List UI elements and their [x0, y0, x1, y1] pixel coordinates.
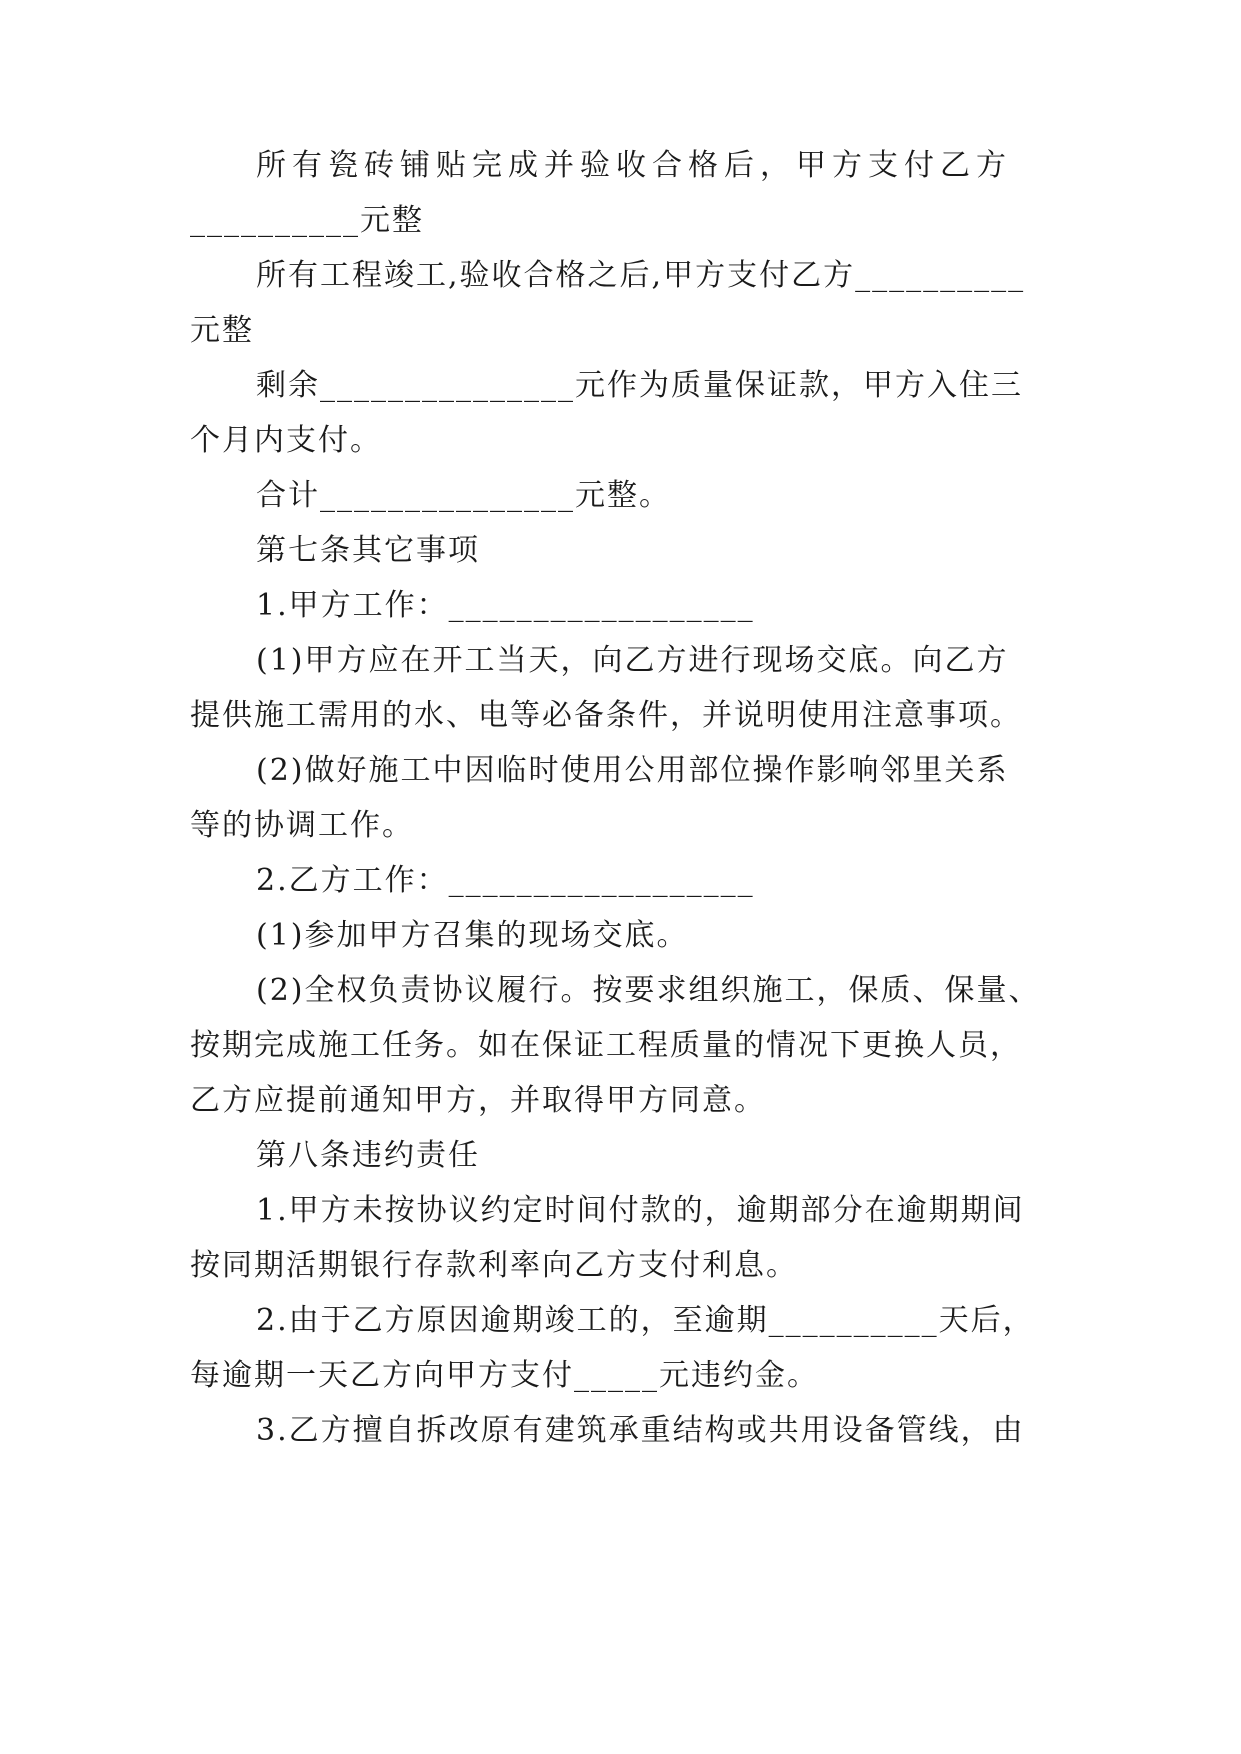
- paragraph-line: 2.由于乙方原因逾期竣工的，至逾期__________天后，: [256, 1303, 1035, 1338]
- paragraph-line: 个月内支付。: [190, 423, 382, 458]
- section-heading: 第八条违约责任: [256, 1138, 480, 1173]
- paragraph-line: (2)全权负责协议履行。按要求组织施工，保质、保量、: [256, 973, 1041, 1008]
- paragraph-line: 等的协调工作。: [190, 808, 414, 843]
- paragraph-line: 每逾期一天乙方向甲方支付_____元违约金。: [190, 1358, 819, 1393]
- section-heading: 第七条其它事项: [256, 533, 480, 568]
- paragraph-line: 所有瓷砖铺贴完成并验收合格后，甲方支付乙方: [256, 148, 1012, 183]
- paragraph-line: (2)做好施工中因临时使用公用部位操作影响邻里关系: [256, 753, 1009, 788]
- paragraph-line: __________元整: [190, 203, 424, 238]
- paragraph-line: 3.乙方擅自拆改原有建筑承重结构或共用设备管线，由: [256, 1413, 1025, 1448]
- paragraph-line: (1)参加甲方召集的现场交底。: [256, 918, 689, 953]
- paragraph-line: 剩余_______________元作为质量保证款，甲方入住三: [256, 368, 1023, 403]
- paragraph-line: (1)甲方应在开工当天，向乙方进行现场交底。向乙方: [256, 643, 1009, 678]
- paragraph-line: 乙方应提前通知甲方，并取得甲方同意。: [190, 1083, 766, 1118]
- paragraph-line: 1.甲方工作：__________________: [256, 588, 755, 623]
- paragraph-line: 按同期活期银行存款利率向乙方支付利息。: [190, 1248, 798, 1283]
- paragraph-line: 按期完成施工任务。如在保证工程质量的情况下更换人员，: [190, 1028, 1022, 1063]
- paragraph-line: 元整: [190, 313, 254, 348]
- paragraph-line: 所有工程竣工,验收合格之后,甲方支付乙方__________: [256, 258, 1026, 293]
- paragraph-line: 提供施工需用的水、电等必备条件，并说明使用注意事项。: [190, 698, 1022, 733]
- paragraph-line: 2.乙方工作：__________________: [256, 863, 755, 898]
- paragraph-line: 1.甲方未按协议约定时间付款的，逾期部分在逾期期间: [256, 1193, 1025, 1228]
- paragraph-line: 合计_______________元整。: [256, 478, 671, 513]
